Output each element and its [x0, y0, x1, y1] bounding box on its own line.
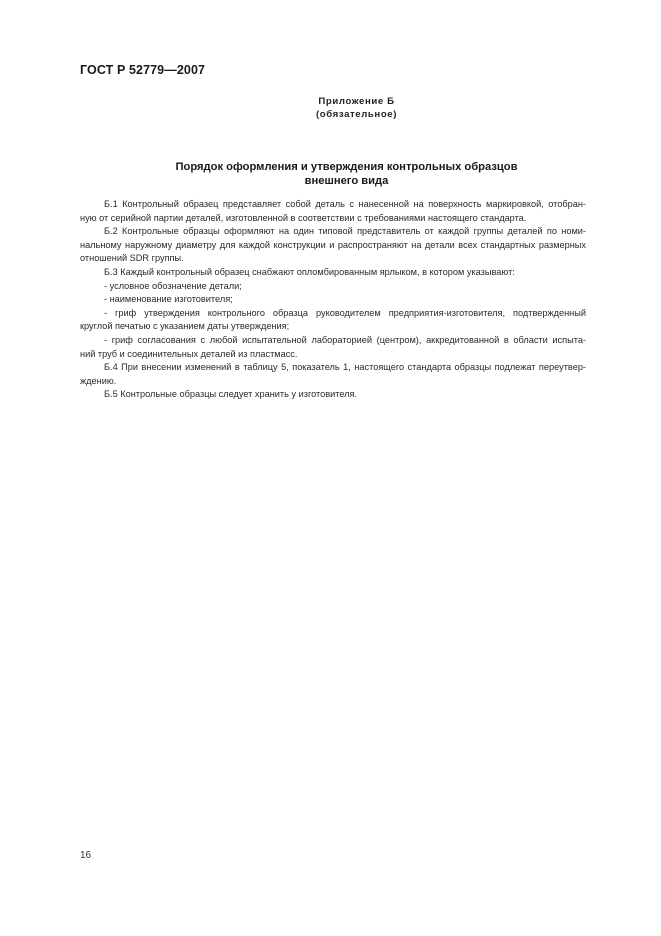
body-line: - гриф согласования с любой испытательной лабораторией (центром), аккредитованной в области испыта-: [104, 334, 586, 345]
body-line: нальному наружному диаметру для каждой конструкции и распространяют на детали всех стандартных размерных: [80, 239, 586, 250]
body-line: Б.2 Контрольные образцы оформляют на один типовой представитель от каждой группы деталей по номи-: [104, 226, 586, 237]
body-line: ний труб и соединительных деталей из пластмасс.: [80, 348, 298, 359]
annex-title: Приложение Б: [318, 96, 395, 107]
section-title-line-1: Порядок оформления и утверждения контрольных образцов: [175, 161, 518, 173]
body-line: Б.4 При внесении изменений в таблицу 5, показатель 1, настоящего стандарта образцы подлежат переутвер-: [104, 362, 586, 373]
section-title-line-2: внешнего вида: [304, 175, 389, 187]
body-line: Б.3 Каждый контрольный образец снабжают опломбированным ярлыком, в котором указывают:: [104, 266, 515, 277]
body-line: Б.5 Контрольные образцы следует хранить у изготовителя.: [104, 389, 358, 400]
body-line: - условное обозначение детали;: [104, 280, 242, 291]
standard-designation: ГОСТ Р 52779—2007: [80, 63, 206, 77]
body-text: [80, 198, 586, 402]
body-line: - наименование изготовителя;: [104, 294, 233, 305]
body-line: - гриф утверждения контрольного образца руководителем предприятия-изготовителя, подтвержденный: [104, 307, 586, 318]
body-line: круглой печатью с указанием даты утверждения;: [80, 321, 290, 332]
body-line: ждению.: [80, 375, 117, 386]
page-number: 16: [80, 850, 92, 861]
body-line: Б.1 Контрольный образец представляет собой деталь с нанесенной на поверхность маркировкой, отобран-: [104, 199, 586, 209]
body-line: ную от серийной партии деталей, изготовленной в соответствии с требованиями настоящего стандарта.: [80, 212, 527, 223]
annex-status: (обязательное): [315, 109, 398, 120]
body-line: отношений SDR группы.: [80, 253, 184, 264]
